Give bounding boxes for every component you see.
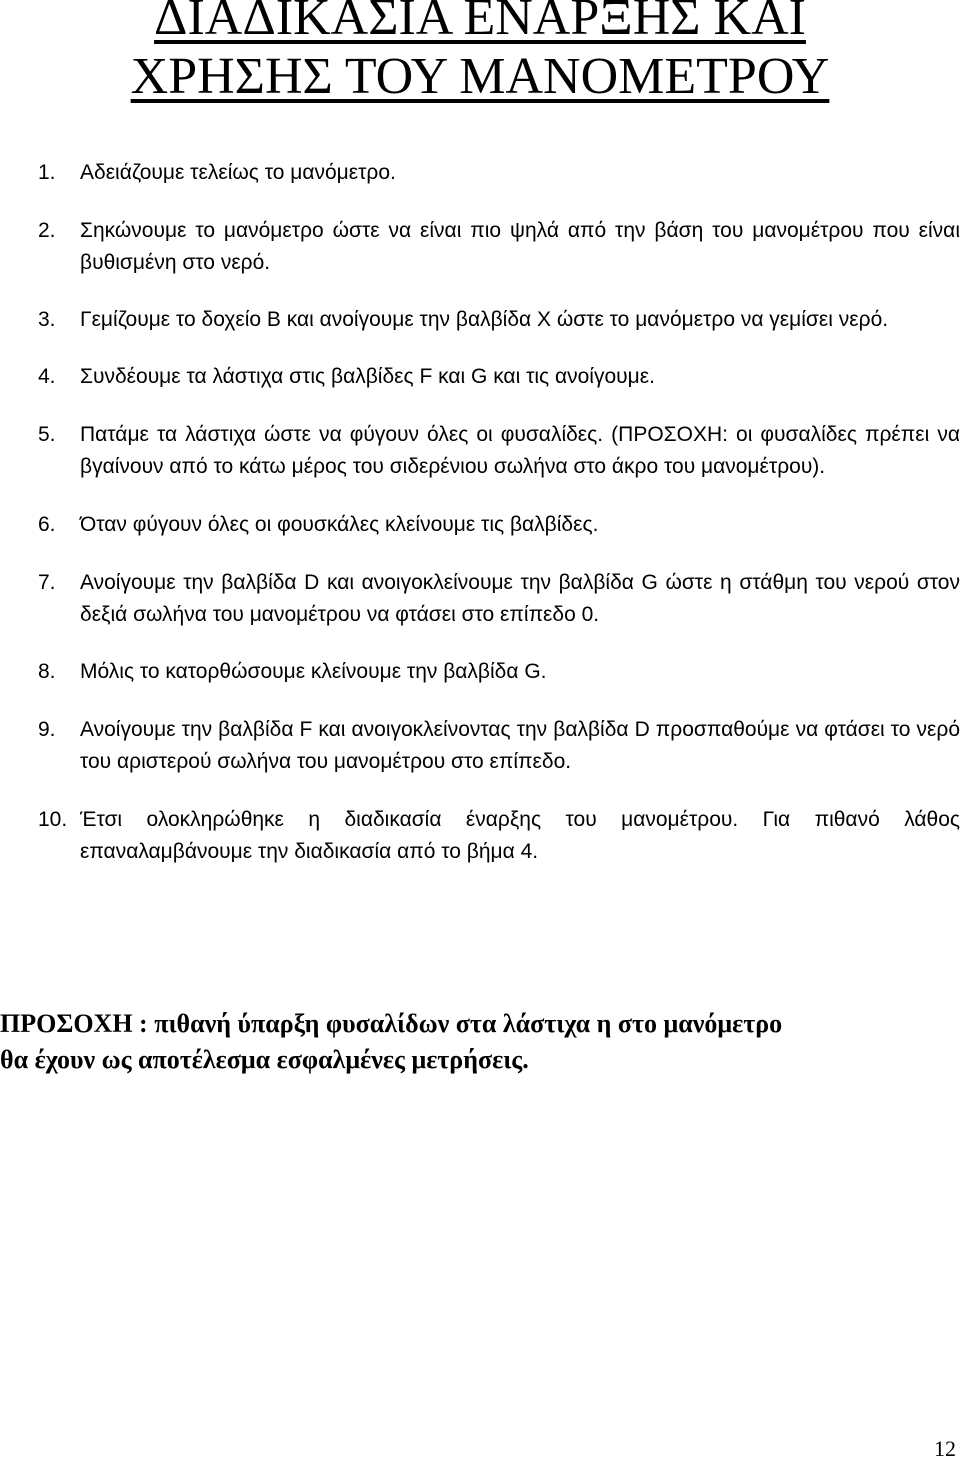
title-line-1: ΔΙΑΔΙΚΑΣΙΑ ΕΝΑΡΞΗΣ ΚΑΙ — [154, 0, 806, 46]
step-item — [38, 157, 960, 189]
steps-list — [38, 157, 960, 868]
step-item — [38, 567, 960, 631]
step-number: 6. — [38, 513, 56, 536]
page-title — [0, 0, 960, 106]
step-number: 9. — [38, 718, 56, 741]
step-number: 5. — [38, 423, 56, 446]
warning-line-2: θα έχουν ως αποτέλεσμα εσφαλμένες μετρήσεις. — [0, 1045, 529, 1074]
step-text: Πατάμε τα λάστιχα ώστε να φύγουν όλες οι φυσαλίδες. (ΠΡΟΣΟΧΗ: οι φυσαλίδες πρέπει να βγαίνουν από το κάτω μέρος του σιδερένιου σωλήνα στο άκρο του μανομέτρου). — [80, 423, 960, 478]
step-number: 8. — [38, 660, 56, 683]
step-text: Μόλις το κατορθώσουμε κλείνουμε την βαλβίδα G. — [80, 660, 547, 683]
step-text: Συνδέουμε τα λάστιχα στις βαλβίδες F και G και τις ανοίγουμε. — [80, 365, 655, 388]
step-item — [38, 304, 960, 336]
step-number: 10. — [38, 808, 68, 831]
step-item — [38, 361, 960, 393]
step-item — [38, 656, 960, 688]
warning-line-1: ΠΡΟΣΟΧΗ : πιθανή ύπαρξη φυσαλίδων στα λάστιχα η στο μανόμετρο — [0, 1009, 783, 1038]
step-text: Έτσι ολοκληρώθηκε η διαδικασία έναρξης του μανομέτρου. Για πιθανό λάθος επαναλαμβάνουμε την διαδικασία από το βήμα 4. — [80, 808, 960, 863]
step-number: 7. — [38, 571, 56, 594]
step-text: Αδειάζουμε τελείως το μανόμετρο. — [80, 161, 396, 184]
step-item — [38, 714, 960, 778]
step-item — [38, 419, 960, 483]
step-number: 4. — [38, 365, 56, 388]
step-text: Γεμίζουμε το δοχείο Β και ανοίγουμε την βαλβίδα Χ ώστε το μανόμετρο να γεμίσει νερό. — [80, 308, 889, 331]
step-text: Ανοίγουμε την βαλβίδα D και ανοιγοκλείνουμε την βαλβίδα G ώστε η στάθμη του νερού στον δεξιά σωλήνα του μανομέτρου να φτάσει στο επίπεδο 0. — [80, 571, 960, 626]
step-text: Όταν φύγουν όλες οι φουσκάλες κλείνουμε τις βαλβίδες. — [80, 513, 599, 536]
step-text: Ανοίγουμε την βαλβίδα F και ανοιγοκλείνοντας την βαλβίδα D προσπαθούμε να φτάσει το νερό του αριστερού σωλήνα του μανομέτρου στο επίπεδο. — [80, 718, 960, 773]
warning-note — [0, 1006, 960, 1078]
step-item — [38, 215, 960, 279]
page-number: 12 — [934, 1436, 956, 1461]
step-number: 1. — [38, 161, 56, 184]
step-number: 3. — [38, 308, 56, 331]
step-number: 2. — [38, 219, 56, 242]
step-item — [38, 804, 960, 868]
step-text: Σηκώνουμε το μανόμετρο ώστε να είναι πιο ψηλά από την βάση του μανομέτρου που είναι βυθισμένη στο νερό. — [80, 219, 960, 274]
step-item — [38, 509, 960, 541]
title-line-2: ΧΡΗΣΗΣ ΤΟΥ ΜΑΝΟΜΕΤΡΟΥ — [130, 48, 830, 105]
